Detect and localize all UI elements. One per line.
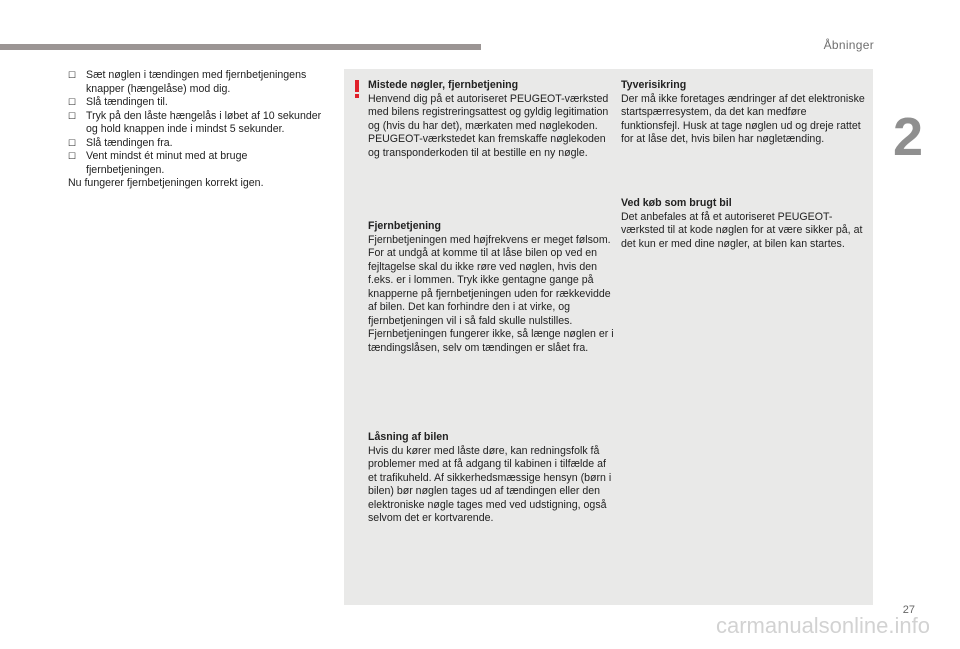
used-car-title: Ved køb som brugt bil — [621, 197, 732, 209]
checkbox-bullet-icon: ☐ — [68, 110, 77, 121]
chapter-number: 2 — [893, 107, 924, 167]
anti-theft-title: Tyverisikring — [621, 79, 687, 91]
used-car-body: Det anbefales at få et autoriseret PEUGEOT-værksted til at kode nøglen for at være sikker på, at det kun er med dine nøgler, at bilen kan startes. — [621, 210, 863, 250]
step-text: Slå tændingen til. — [86, 96, 168, 108]
step-text: Vent mindst ét minut med at bruge fjernbetjeningen. — [86, 150, 248, 176]
watermark: carmanualsonline.info — [715, 613, 930, 638]
header-rule — [0, 44, 481, 50]
checkbox-bullet-icon: ☐ — [68, 137, 77, 148]
page-number: 27 — [902, 604, 915, 616]
locking-title: Låsning af bilen — [368, 431, 449, 443]
step-text: Tryk på den låste hængelås i løbet af 10 sekunder og hold knappen inde i mindst 5 sekunder. — [86, 109, 322, 135]
lost-keys-title: Mistede nøgler, fjernbetjening — [368, 79, 519, 91]
procedure-result: Nu fungerer fjernbetjeningen korrekt igen. — [68, 177, 264, 189]
lost-keys-body: Henvend dig på et autoriseret PEUGEOT-værksted med bilens registreringsattest og gyldig legitimation og (hvis du har det), mærkaten med nøglekoden. PEUGEOT-værkstedet kan fremskaffe nøglekoden og transponderkoden til at bestille en ny nøgle. — [368, 92, 609, 159]
remote-block — [368, 220, 614, 355]
procedure-step — [68, 110, 328, 137]
procedure-step — [68, 69, 328, 96]
locking-block — [368, 431, 614, 526]
lost-keys-block — [368, 79, 614, 160]
anti-theft-block — [621, 79, 865, 147]
checkbox-bullet-icon: ☐ — [68, 151, 77, 161]
procedure-column — [68, 69, 328, 191]
step-text: Slå tændingen fra. — [86, 136, 173, 149]
locking-body: Hvis du kører med låste døre, kan redningsfolk få problemer med at få adgang til kabinen i tilfælde af et trafikuheld. Af sikkerhedsmæssige hensyn (børn i bilen) bør nøglen tages ud af tændingen eller den elektroniske nøgle tages med ved udstigning, også selvom det er kortvarende. — [368, 444, 612, 524]
exclamation-icon — [352, 79, 362, 99]
section-title: Åbninger — [823, 38, 874, 52]
procedure-step — [68, 150, 328, 177]
anti-theft-body: Der må ikke foretages ændringer af det elektroniske startspærresystem, da det kan medføre funktionsfejl. Husk at tage nøglen ud og dreje rattet for at låse det, hvis bilen har nøgletænding. — [621, 92, 865, 145]
remote-title: Fjernbetjening — [368, 220, 441, 232]
checkbox-bullet-icon: ☐ — [68, 97, 77, 107]
checkbox-bullet-icon: ☐ — [68, 70, 77, 80]
used-car-block — [621, 197, 865, 251]
procedure-step — [68, 96, 328, 110]
remote-body: Fjernbetjeningen med højfrekvens er meget følsom. For at undgå at komme til at låse bilen op ved en fejltagelse skal du ikke røre ved nøglen, hvis den f.eks. er i lommen. Tryk ikke gentagne gange på knapperne på fjernbetjeningen uden for rækkevidde af bilen. Det kan forhindre den i at virke, og fjernbetjeningen vil i så fald skulle nulstilles. Fjernbetjeningen fungerer ikke, så længe nøglen er i tændingslåsen, selv om tændingen er slået fra. — [368, 233, 614, 354]
step-text: Sæt nøglen i tændingen med fjernbetjeningens knapper (hængelåse) mod dig. — [86, 69, 307, 95]
procedure-step — [68, 137, 328, 151]
